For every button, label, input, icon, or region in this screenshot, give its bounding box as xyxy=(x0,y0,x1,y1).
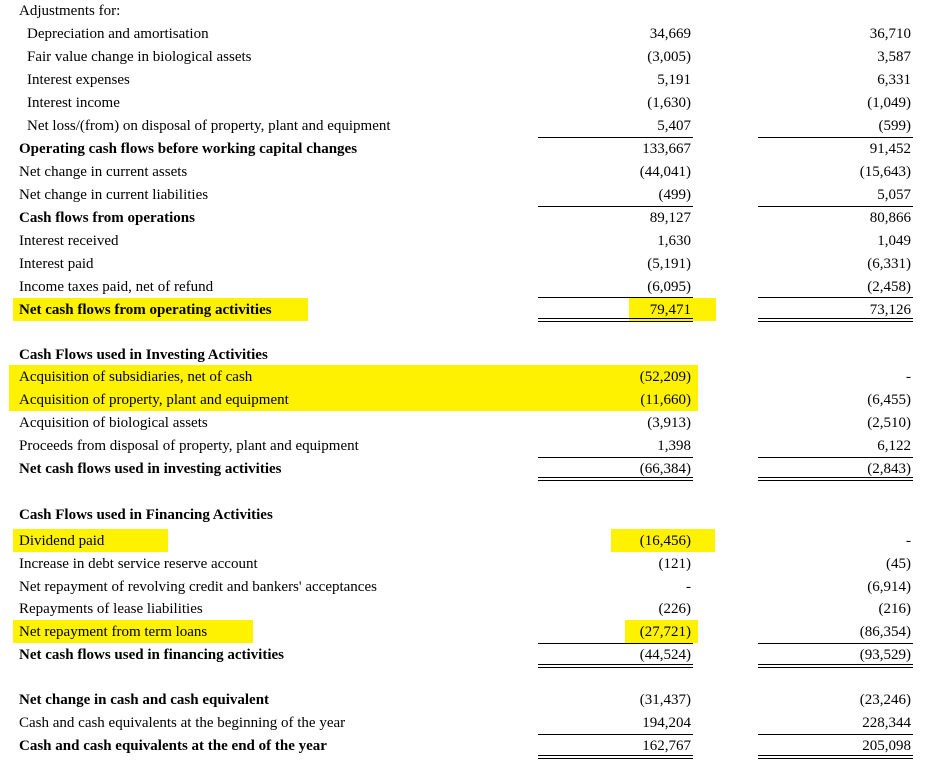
financing-header: Cash Flows used in Financing Activities xyxy=(19,507,273,523)
row-value-current: 162,767 xyxy=(642,738,691,754)
row-value-current: 5,407 xyxy=(657,118,691,134)
row-label: Repayments of lease liabilities xyxy=(19,601,203,617)
row-label: Increase in debt service reserve account xyxy=(19,556,258,572)
row-interest-received xyxy=(0,230,946,253)
row-label: Interest paid xyxy=(19,256,94,272)
row-label: Net change in current liabilities xyxy=(19,187,209,203)
row-value-current: (3,005) xyxy=(647,49,691,65)
adjustments-header: Adjustments for: xyxy=(19,3,121,19)
row-value-prior: 6,122 xyxy=(877,438,911,454)
total-double-rule xyxy=(538,664,693,668)
row-label: Cash and cash equivalents at the beginning of the year xyxy=(19,715,346,731)
investing-header: Cash Flows used in Investing Activities xyxy=(19,347,268,363)
row-value-current: (226) xyxy=(658,601,691,617)
row-value-prior: (2,843) xyxy=(867,461,911,477)
adjustments-header-row xyxy=(0,0,946,23)
row-term-loans xyxy=(0,621,946,644)
row-operating-before-wc xyxy=(0,138,946,161)
row-current-assets xyxy=(0,161,946,184)
row-value-prior: - xyxy=(906,533,911,549)
row-value-prior: 205,098 xyxy=(862,738,911,754)
row-value-prior: 3,587 xyxy=(877,49,911,65)
row-value-current: 194,204 xyxy=(642,715,691,731)
row-debt-service-reserve xyxy=(0,553,946,576)
row-value-current: (52,209) xyxy=(639,369,691,385)
row-value-current: (3,913) xyxy=(647,415,691,431)
row-label: Net loss/(from) on disposal of property, plant and equipment xyxy=(27,118,391,134)
row-acq-ppe xyxy=(0,389,946,412)
row-label: Net cash flows from operating activities xyxy=(19,302,272,318)
row-value-current: (121) xyxy=(658,556,691,572)
row-value-prior: (599) xyxy=(878,118,911,134)
row-dividend-paid xyxy=(0,530,946,553)
total-double-rule xyxy=(758,755,913,759)
row-value-prior: (2,458) xyxy=(867,279,911,295)
row-label: Fair value change in biological assets xyxy=(27,49,252,65)
row-label: Acquisition of subsidiaries, net of cash xyxy=(19,369,253,385)
row-label: Net change in current assets xyxy=(19,164,188,180)
row-interest-paid xyxy=(0,253,946,276)
row-label: Net change in cash and cash equivalent xyxy=(19,692,270,708)
investing-header-row xyxy=(0,344,946,367)
row-label: Net repayment from term loans xyxy=(19,624,208,640)
total-double-rule xyxy=(538,755,693,759)
row-net-loss-disposal xyxy=(0,115,946,138)
row-value-current: 89,127 xyxy=(649,210,691,226)
row-fair-value-change xyxy=(0,46,946,69)
row-value-prior: 5,057 xyxy=(877,187,911,203)
row-value-current: (499) xyxy=(658,187,691,203)
row-cash-beginning xyxy=(0,712,946,735)
total-double-rule xyxy=(538,477,693,481)
row-value-prior: (45) xyxy=(886,556,911,572)
row-value-current: 1,630 xyxy=(657,233,691,249)
row-depreciation xyxy=(0,23,946,46)
row-acq-biological xyxy=(0,412,946,435)
row-label: Interest expenses xyxy=(27,72,130,88)
row-label: Income taxes paid, net of refund xyxy=(19,279,214,295)
row-value-current: (44,524) xyxy=(639,647,691,663)
row-value-prior: 80,866 xyxy=(869,210,911,226)
row-value-current: (11,660) xyxy=(640,392,691,408)
row-revolving-credit xyxy=(0,576,946,599)
row-value-prior: 91,452 xyxy=(869,141,911,157)
row-value-prior: (2,510) xyxy=(867,415,911,431)
row-net-change-cash xyxy=(0,689,946,712)
total-double-rule xyxy=(758,318,913,322)
total-double-rule xyxy=(758,664,913,668)
row-label: Interest received xyxy=(19,233,119,249)
row-label: Interest income xyxy=(27,95,120,111)
row-value-prior: (1,049) xyxy=(867,95,911,111)
row-value-prior: (6,914) xyxy=(867,579,911,595)
row-value-prior: (216) xyxy=(878,601,911,617)
row-value-current: (27,721) xyxy=(639,624,691,640)
row-income-taxes xyxy=(0,276,946,299)
row-value-prior: 6,331 xyxy=(877,72,911,88)
row-label: Cash flows from operations xyxy=(19,210,195,226)
row-label: Dividend paid xyxy=(19,533,105,549)
row-value-prior: 228,344 xyxy=(862,715,911,731)
row-value-current: (66,384) xyxy=(639,461,691,477)
row-value-current: 79,471 xyxy=(649,302,691,318)
row-label: Acquisition of biological assets xyxy=(19,415,208,431)
row-value-prior: - xyxy=(906,369,911,385)
row-label: Net repayment of revolving credit and bankers' acceptances xyxy=(19,579,377,595)
row-interest-income xyxy=(0,92,946,115)
row-value-current: (6,095) xyxy=(647,279,691,295)
row-interest-expenses xyxy=(0,69,946,92)
row-value-current: (16,456) xyxy=(639,533,691,549)
row-value-prior: (93,529) xyxy=(859,647,911,663)
row-value-current: (5,191) xyxy=(647,256,691,272)
row-value-prior: (6,455) xyxy=(867,392,911,408)
row-acq-subsidiaries xyxy=(0,366,946,389)
row-value-prior: 36,710 xyxy=(869,26,911,42)
row-value-prior: (6,331) xyxy=(867,256,911,272)
row-value-current: 5,191 xyxy=(657,72,691,88)
row-current-liabilities xyxy=(0,184,946,207)
total-double-rule xyxy=(538,318,693,322)
row-label: Proceeds from disposal of property, plant and equipment xyxy=(19,438,359,454)
row-label: Net cash flows used in financing activities xyxy=(19,647,285,663)
row-value-current: - xyxy=(686,579,691,595)
row-proceeds-disposal xyxy=(0,435,946,458)
row-value-prior: (23,246) xyxy=(859,692,911,708)
row-value-current: 1,398 xyxy=(657,438,691,454)
row-value-current: (1,630) xyxy=(647,95,691,111)
row-cash-from-operations xyxy=(0,207,946,230)
row-value-prior: 1,049 xyxy=(877,233,911,249)
row-value-current: (31,437) xyxy=(639,692,691,708)
row-value-current: 133,667 xyxy=(642,141,691,157)
row-label: Operating cash flows before working capital changes xyxy=(19,141,358,157)
row-value-prior: (86,354) xyxy=(859,624,911,640)
total-double-rule xyxy=(758,477,913,481)
row-value-prior: (15,643) xyxy=(859,164,911,180)
row-value-prior: 73,126 xyxy=(869,302,911,318)
financing-header-row xyxy=(0,504,946,527)
row-lease-repayments xyxy=(0,598,946,621)
subtotal-rule xyxy=(758,297,913,298)
row-label: Cash and cash equivalents at the end of the year xyxy=(19,738,327,754)
row-value-current: (44,041) xyxy=(639,164,691,180)
row-label: Net cash flows used in investing activities xyxy=(19,461,282,477)
row-label: Acquisition of property, plant and equipment xyxy=(19,392,289,408)
row-label: Depreciation and amortisation xyxy=(27,26,209,42)
row-value-current: 34,669 xyxy=(649,26,691,42)
subtotal-rule xyxy=(538,297,693,298)
